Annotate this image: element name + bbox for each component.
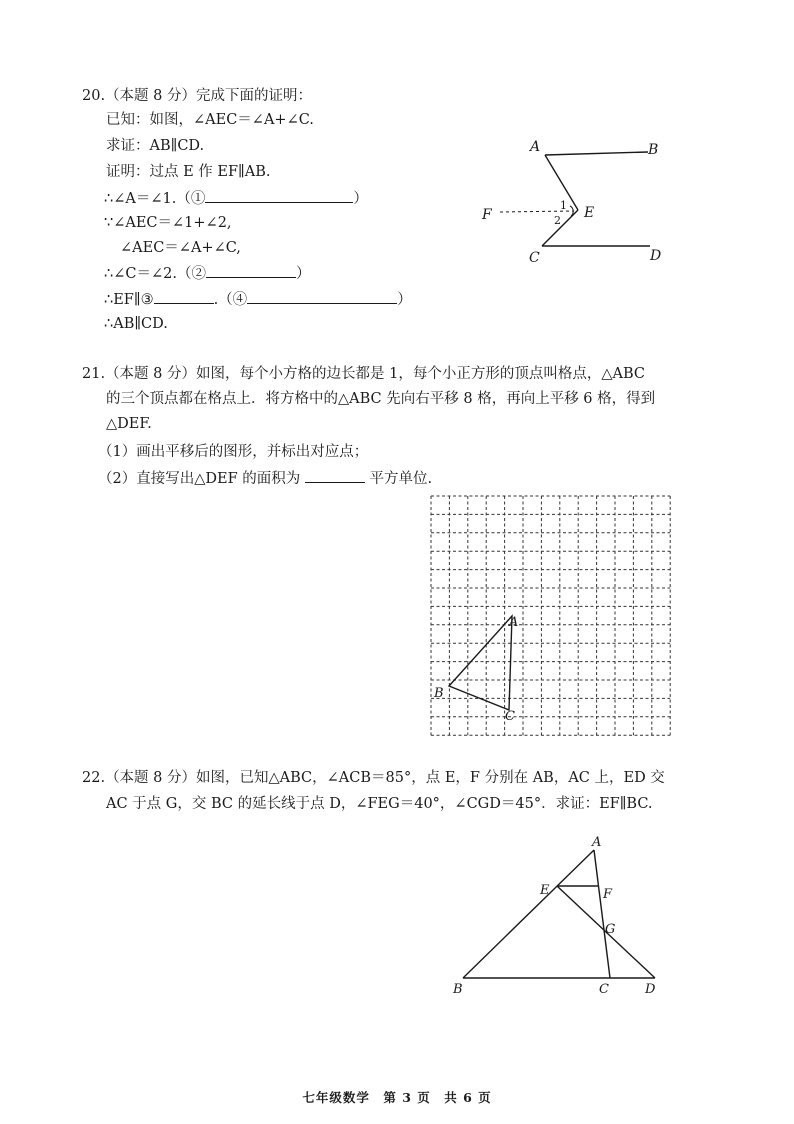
label-e: E bbox=[584, 205, 595, 221]
q20-proof-intro: 证明：过点 E 作 EF∥AB. bbox=[106, 164, 271, 180]
segment-ac bbox=[594, 850, 610, 978]
fig-label-e: E bbox=[540, 883, 550, 898]
q21-part1: （1）画出平移后的图形，并标出对应点； bbox=[98, 444, 369, 460]
q20-given: 已知：如图，∠AEC＝∠A+∠C. bbox=[106, 112, 314, 128]
q20-step5 bbox=[104, 289, 412, 310]
q20-number: 20. bbox=[82, 88, 106, 104]
fig-label-c: C bbox=[599, 982, 609, 997]
q20-step5-mid: .（④ bbox=[213, 292, 248, 308]
angle-arc bbox=[570, 206, 573, 216]
label-b: B bbox=[648, 142, 659, 158]
q21-line2: 的三个顶点都在格点上．将方格中的△ABC 先向右平移 8 格，再向上平移 6 格，得到 bbox=[106, 391, 656, 407]
q20-step4-text: ∴∠C＝∠2.（② bbox=[104, 266, 206, 282]
q22-line1 bbox=[82, 768, 665, 788]
q20-header bbox=[82, 86, 312, 106]
label-angle-1: 1 bbox=[560, 199, 567, 212]
fig-label-d: D bbox=[645, 982, 656, 997]
q20-header-text: （本题 8 分）完成下面的证明： bbox=[105, 88, 313, 104]
q21-line1-text: （本题 8 分）如图，每个小方格的边长都是 1，每个小正方形的顶点叫格点，△ABC bbox=[105, 366, 645, 382]
label-c: C bbox=[529, 250, 540, 266]
answer-blank-3[interactable] bbox=[154, 289, 214, 304]
q20-step1-close: ） bbox=[353, 191, 368, 207]
fig-label-f: F bbox=[603, 887, 613, 902]
q21-grid-figure bbox=[420, 490, 690, 750]
q20-step4 bbox=[104, 263, 310, 284]
answer-blank-1[interactable] bbox=[205, 188, 353, 203]
segment-ab bbox=[545, 152, 648, 155]
q21-part2-unit: 平方单位. bbox=[369, 471, 433, 487]
area-answer-blank[interactable] bbox=[305, 468, 365, 483]
q22-number: 22. bbox=[82, 770, 106, 786]
fig-label-a: A bbox=[592, 835, 602, 850]
fig-label-g: G bbox=[605, 922, 616, 937]
q21-line1 bbox=[82, 364, 645, 384]
q20-step5-close: ） bbox=[397, 292, 412, 308]
q21-line3: △DEF. bbox=[106, 416, 152, 432]
label-a: A bbox=[530, 139, 541, 155]
triangle-abc bbox=[449, 616, 512, 710]
grid-label-a: A bbox=[509, 615, 519, 630]
label-f: F bbox=[482, 207, 492, 223]
answer-blank-2[interactable] bbox=[206, 263, 296, 278]
q20-step1 bbox=[104, 188, 368, 209]
grid-label-c: C bbox=[505, 709, 515, 724]
grid-label-b: B bbox=[434, 686, 444, 701]
answer-blank-4[interactable] bbox=[247, 289, 397, 304]
q21-part2 bbox=[98, 468, 432, 489]
q21-number: 21. bbox=[82, 366, 106, 382]
q20-step2: ∵∠AEC＝∠1+∠2, bbox=[104, 215, 232, 231]
q20-step1-text: ∴∠A＝∠1.（① bbox=[104, 191, 206, 207]
label-angle-2: 2 bbox=[554, 214, 561, 227]
q20-step5-text: ∴EF∥③ bbox=[104, 292, 154, 308]
q20-step6: ∴AB∥CD. bbox=[104, 316, 168, 332]
q21-part2-text: （2）直接写出△DEF 的面积为 bbox=[98, 471, 301, 487]
q20-step4-close: ） bbox=[295, 266, 311, 282]
segment-ab bbox=[463, 850, 594, 978]
page-footer: 七年级数学 第 3 页 共 6 页 bbox=[302, 1090, 492, 1105]
q20-figure bbox=[470, 130, 690, 270]
fig-label-b: B bbox=[453, 982, 463, 997]
q22-line1-text: （本题 8 分）如图，已知△ABC，∠ACB＝85°，点 E，F 分别在 AB，AC 上，ED 交 bbox=[105, 770, 665, 786]
q20-step3: ∠AEC＝∠A+∠C, bbox=[120, 240, 241, 256]
q22-figure bbox=[440, 830, 680, 1000]
q22-line2: AC 于点 G，交 BC 的延长线于点 D，∠FEG＝40°，∠CGD＝45°．求证：EF∥BC. bbox=[106, 796, 653, 812]
dotted-grid bbox=[431, 496, 670, 735]
q20-prove: 求证：AB∥CD. bbox=[106, 138, 205, 154]
label-d: D bbox=[650, 248, 662, 264]
